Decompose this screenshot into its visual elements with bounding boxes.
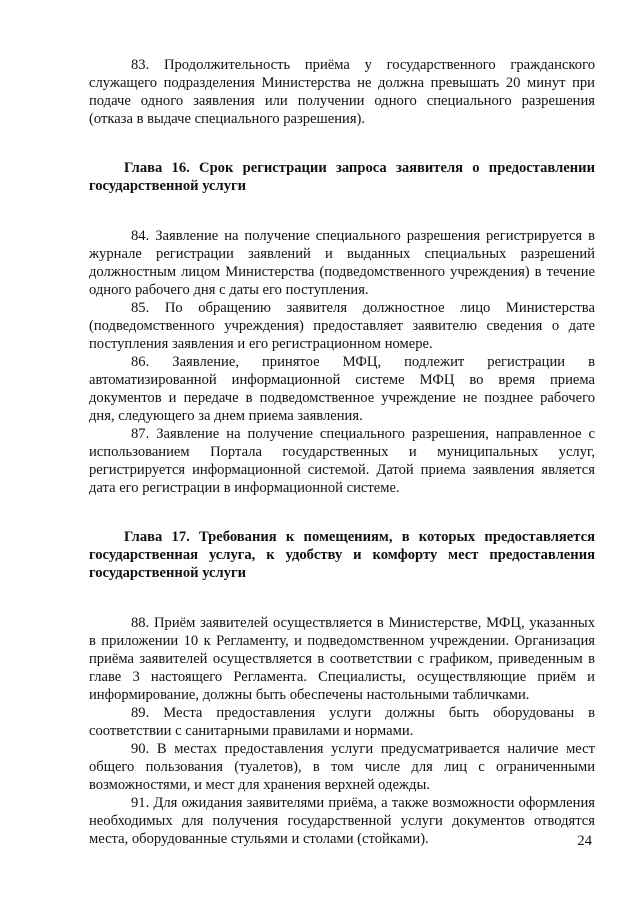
paragraph-83: 83. Продолжительность приёма у государственного гражданского служащего подразделения Министерства не должна превышать 20 минут при подаче одного заявления или получении одного специального разрешения (отказа в выдаче специального разрешения).	[89, 57, 595, 127]
paragraph-89: 89. Места предоставления услуги должны быть оборудованы в соответствии с санитарными правилами и нормами.	[89, 705, 595, 739]
paragraph-87: 87. Заявление на получение специального разрешения, направленное с использованием Портала государственных и муниципальных услуг, регистрируется информационной системой. Датой приема заявления является дата его регистрации в информационной системе.	[89, 426, 595, 496]
paragraph-91: 91. Для ожидания заявителями приёма, а также возможности оформления необходимых для получения государственной услуги документов отводятся места, оборудованные стульями и столами (стойками).	[89, 795, 595, 847]
paragraph-86: 86. Заявление, принятое МФЦ, подлежит регистрации в автоматизированной информационной системе МФЦ во время приема документов и передаче в подведомственное учреждение не позднее рабочего дня, следующего за днем приема заявления.	[89, 354, 595, 424]
chapter-17-heading: Глава 17. Требования к помещениям, в которых предоставляется государственная услуга, к удобству и комфорту мест предоставления государственной услуги	[89, 529, 595, 581]
chapter-16-heading: Глава 16. Срок регистрации запроса заявителя о предоставлении государственной услуги	[89, 160, 595, 194]
document-page	[89, 56, 595, 848]
page-number: 24	[577, 833, 592, 849]
paragraph-88: 88. Приём заявителей осуществляется в Министерстве, МФЦ, указанных в приложении 10 к Регламенту, и подведомственном учреждении. Организация приёма заявителей осуществляется в соответствии с графиком, приведенным в главе 3 настоящего Регламента. Специалисты, осуществляющие приём и информирование, должны быть обеспечены настольными табличками.	[89, 615, 595, 703]
paragraph-90: 90. В местах предоставления услуги предусматривается наличие мест общего пользования (туалетов), в том числе для лиц с ограниченными возможностями, и мест для хранения верхней одежды.	[89, 741, 595, 793]
paragraph-85: 85. По обращению заявителя должностное лицо Министерства (подведомственного учреждения) предоставляет заявителю сведения о дате поступления заявления и его регистрационном номере.	[89, 300, 595, 352]
paragraph-84: 84. Заявление на получение специального разрешения регистрируется в журнале регистрации заявлений и выданных специальных разрешений должностным лицом Министерства (подведомственного учреждения) в течение одного рабочего дня с даты его поступления.	[89, 228, 595, 298]
